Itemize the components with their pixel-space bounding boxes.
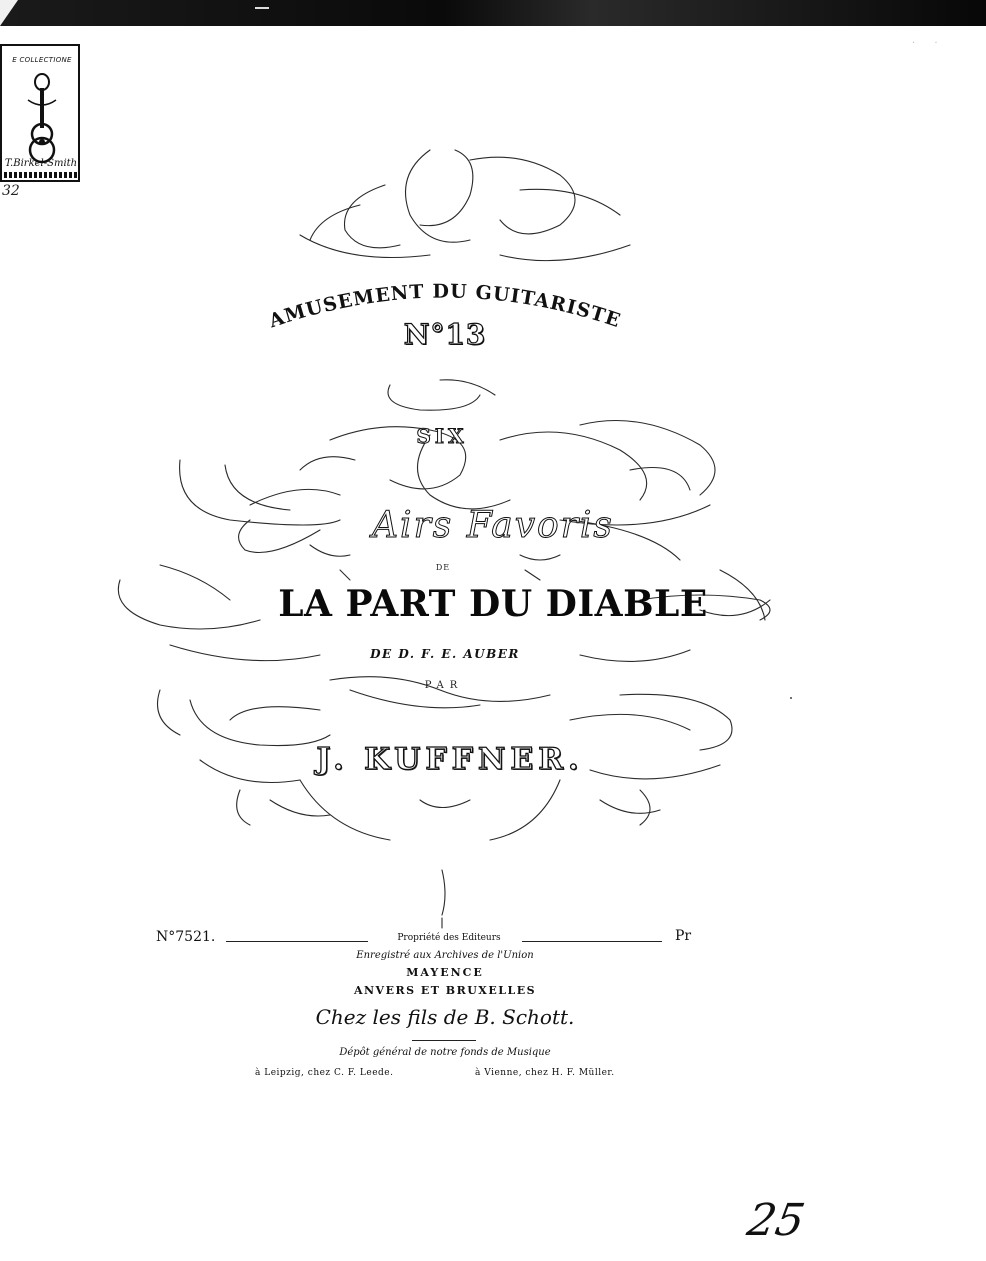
depot-notice: Dépôt général de notre fonds de Musique xyxy=(339,1047,551,1058)
imprint-rule-center xyxy=(412,1040,476,1041)
depot-vienna: à Vienne, chez H. F. Müller. xyxy=(475,1068,615,1078)
handwritten-number: 25 xyxy=(743,1195,809,1246)
city-mayence: MAYENCE xyxy=(406,966,484,979)
imprint-rule-left xyxy=(226,941,368,942)
stray-mark xyxy=(790,697,792,699)
par-label: PAR xyxy=(424,680,464,691)
series-number: N°13 xyxy=(403,318,487,351)
collection-stamp xyxy=(0,44,80,182)
scan-edge-notch xyxy=(0,0,18,26)
depot-leipzig: à Leipzig, chez C. F. Leede. xyxy=(255,1068,394,1078)
stamp-greek-key-border xyxy=(4,172,78,178)
de-label: DE xyxy=(435,563,451,572)
work-title: LA PART DU DIABLE xyxy=(278,583,708,625)
registration-notice: Enregistré aux Archives de l'Union xyxy=(356,950,534,961)
imprint-rule-right xyxy=(522,941,662,942)
corner-pencil-marks: · · xyxy=(912,38,946,49)
city-anvers-bruxelles: ANVERS ET BRUXELLES xyxy=(353,984,537,997)
stamp-collection-label: E COLLECTIONE xyxy=(12,56,72,64)
subtitle: Airs Favoris xyxy=(372,505,614,546)
series-title-text: AMUSEMENT DU GUITARISTE xyxy=(266,280,624,333)
count-label: SIX xyxy=(416,424,468,448)
price-label: Pr xyxy=(675,928,692,944)
scan-edge-mark xyxy=(255,7,269,9)
stamp-owner-name: T.Birkel-Smith xyxy=(4,158,78,169)
composer-credit: DE D. F. E. AUBER xyxy=(370,647,520,661)
stamp-shelf-number: 32 xyxy=(2,183,20,199)
publisher-name: Chez les fils de B. Schott. xyxy=(315,1005,575,1029)
arranger-name: J. KUFFNER. xyxy=(316,742,584,777)
guitar-icon xyxy=(20,70,64,168)
rights-notice: Propriété des Editeurs xyxy=(397,933,501,943)
scan-edge-bar xyxy=(0,0,986,26)
plate-number: N°7521. xyxy=(156,929,216,945)
